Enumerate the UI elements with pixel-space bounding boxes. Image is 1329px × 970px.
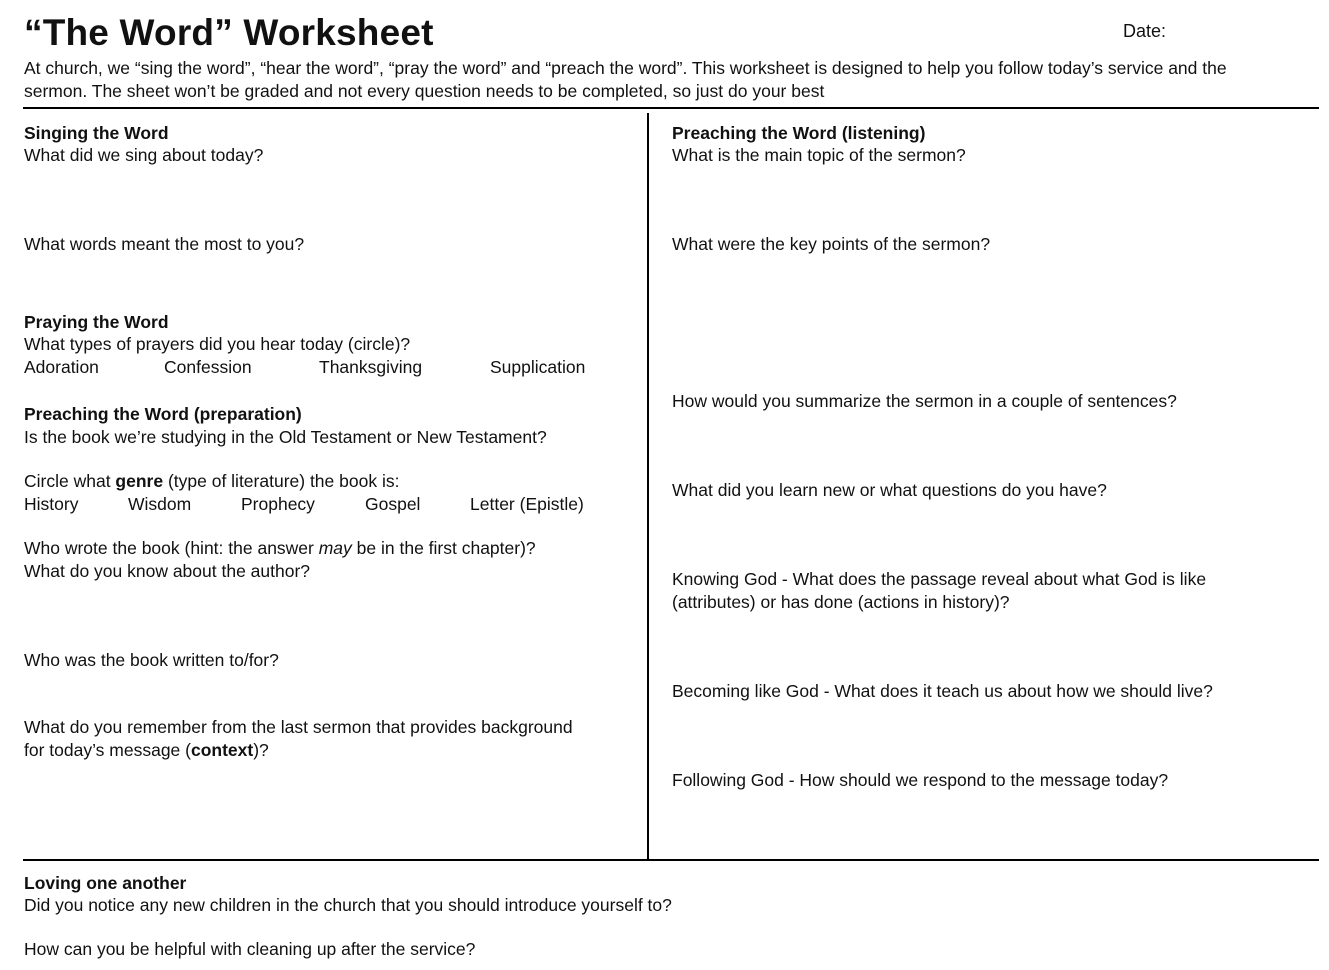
genre-option-history[interactable]: History xyxy=(24,494,79,514)
listening-heading: Preaching the Word (listening) xyxy=(672,123,926,143)
genre-prefix: Circle what xyxy=(24,471,116,491)
genre-option-wisdom[interactable]: Wisdom xyxy=(128,494,192,514)
prayer-option-thanksgiving[interactable]: Thanksgiving xyxy=(319,357,423,377)
singing-heading: Singing the Word xyxy=(24,123,169,143)
prayer-option-confession[interactable]: Confession xyxy=(164,357,252,377)
context-question-line-1: What do you remember from the last sermon that provides background xyxy=(24,717,573,737)
author-suffix: be in the first chapter)? xyxy=(351,538,536,558)
genre-option-gospel[interactable]: Gospel xyxy=(365,494,421,514)
context-question-line-2 xyxy=(24,739,269,762)
audience-question: Who was the book written to/for? xyxy=(24,650,279,670)
intro-line-2: sermon. The sheet won’t be graded and not every question needs to be completed, so just do your best xyxy=(24,81,825,101)
topic-question: What is the main topic of the sermon? xyxy=(672,145,966,165)
context-suffix: )? xyxy=(253,740,269,760)
author-question xyxy=(24,537,536,560)
prayer-option-supplication[interactable]: Supplication xyxy=(490,357,586,377)
date-label: Date: xyxy=(1123,21,1167,41)
prayer-option-adoration[interactable]: Adoration xyxy=(24,357,99,377)
context-prefix: for today’s message ( xyxy=(24,740,191,760)
genre-question xyxy=(24,470,399,493)
genre-bold-word: genre xyxy=(115,471,164,491)
author-question-2: What do you know about the author? xyxy=(24,561,311,581)
following-god-question: Following God - How should we respond to the message today? xyxy=(672,770,1169,790)
knowing-god-question-line-2: (attributes) or has done (actions in history)? xyxy=(672,592,1010,612)
becoming-like-god-question: Becoming like God - What does it teach us about how we should live? xyxy=(672,681,1213,701)
preparation-heading: Preaching the Word (preparation) xyxy=(24,404,302,424)
singing-question-2: What words meant the most to you? xyxy=(24,234,305,254)
genre-option-prophecy[interactable]: Prophecy xyxy=(241,494,315,514)
singing-question-1: What did we sing about today? xyxy=(24,145,264,165)
loving-question-1: Did you notice any new children in the church that you should introduce yourself to? xyxy=(24,895,672,915)
top-divider xyxy=(23,107,1319,109)
intro-text xyxy=(24,57,1227,103)
praying-heading: Praying the Word xyxy=(24,312,169,332)
genre-suffix: (type of literature) the book is: xyxy=(163,471,400,491)
column-divider xyxy=(647,113,649,860)
context-bold-word: context xyxy=(190,740,254,760)
testament-question: Is the book we’re studying in the Old Testament or New Testament? xyxy=(24,427,547,447)
key-points-question: What were the key points of the sermon? xyxy=(672,234,991,254)
praying-question: What types of prayers did you hear today (circle)? xyxy=(24,334,411,354)
author-prefix: Who wrote the book (hint: the answer xyxy=(24,538,319,558)
author-emphasis: may xyxy=(318,538,352,558)
genre-option-letter[interactable]: Letter (Epistle) xyxy=(470,494,584,514)
knowing-god-question-line-1: Knowing God - What does the passage reveal about what God is like xyxy=(672,569,1207,589)
intro-line-1: At church, we “sing the word”, “hear the word”, “pray the word” and “preach the word”. This worksheet is designed to help you follow today’s service and the xyxy=(24,58,1227,78)
loving-question-2: How can you be helpful with cleaning up after the service? xyxy=(24,939,476,959)
summary-question: How would you summarize the sermon in a couple of sentences? xyxy=(672,391,1177,411)
loving-heading: Loving one another xyxy=(24,873,187,893)
learn-question: What did you learn new or what questions do you have? xyxy=(672,480,1107,500)
bottom-divider xyxy=(23,859,1319,861)
page-title: “The Word” Worksheet xyxy=(24,12,434,53)
